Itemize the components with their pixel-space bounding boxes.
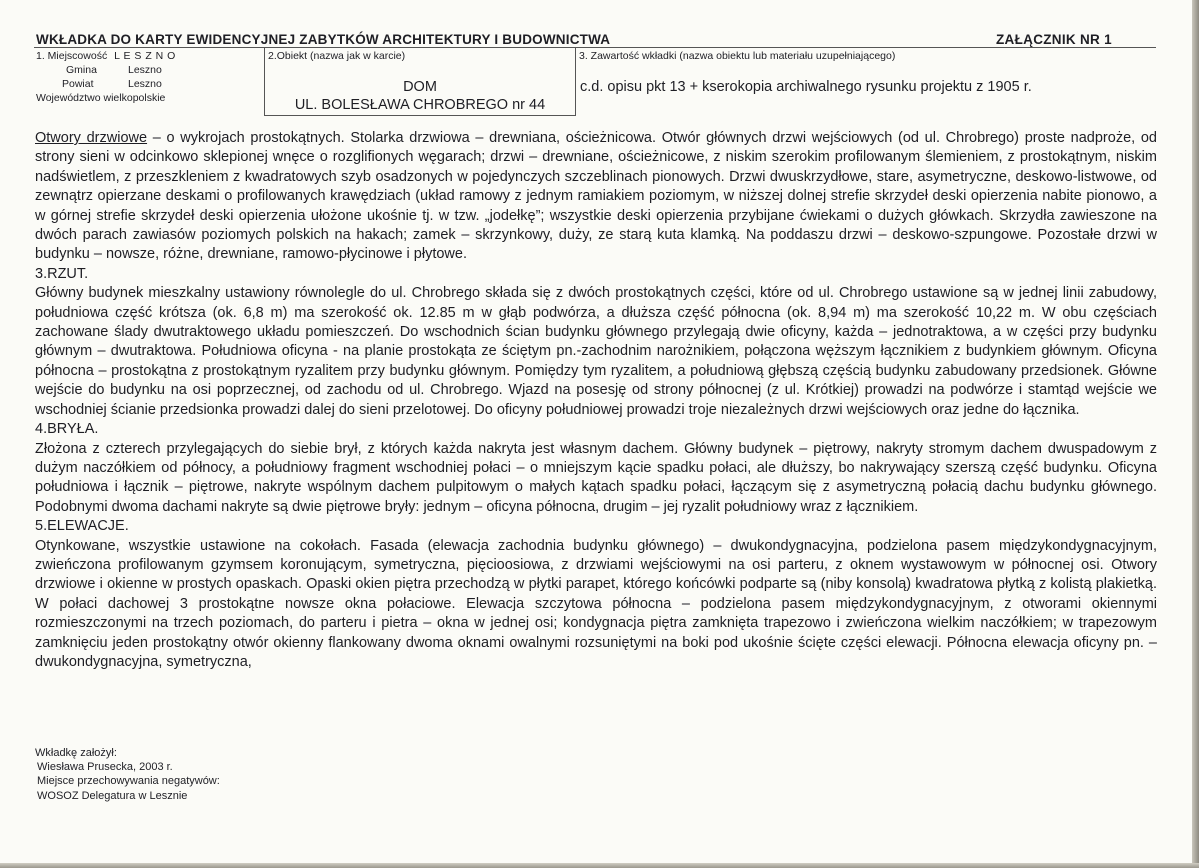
section-plan-heading: 3.RZUT. (35, 265, 89, 282)
section-elevations-text: Otynkowane, wszystkie ustawione na cokołach. Fasada (elewacja zachodnia budynku głównego) – dwukondygnacyjna, podzielona pasem międzykondygnacyjnym, zwieńczona profilowanym gzymsem koronującym, symetryczna, pięcioosiowa, z drzwiami wejściowymi na osi parteru, z oknem wystawowym w północnej osi. Otwory drzwiowe i okienne w prostych opaskach. Opaski okien piętra przechodzą w płytki parapet, którego końcówki podparte są (niby konsolą) kwadratowa płytką z kolistą plakietką. W połaci dachowej 3 prostokątne nowsze okna połaciowe. Elewacja szczytowa północna – podzielona pasem międzykondygnacyjnym, z otworami okiennymi rozmieszczonymi na trzech poziomach, do parteru i pietra – okna w jednej osi; kondygnacja piętra zamknięta trapezowo i zwieńczona wielkim naczółkiem; w trapezowym zamknięciu jeden prostokątny otwór okienny flankowany dwoma oknami owalnymi rozsuniętymi na boki pod ukośnie ścięte części elewacji. Północna elewacja oficyny pn. – dwukondygnacyjna, symetryczna, (35, 537, 1157, 670)
founded-value: Wiesława Prusecka, 2003 r. (37, 761, 173, 774)
wojewodztwo-value: wielkopolskie (103, 92, 166, 104)
gmina-label: Gmina (66, 64, 97, 76)
founded-label: Wkładkę założył: (35, 747, 117, 759)
object-label: 2.Obiekt (nazwa jak w karcie) (268, 50, 406, 62)
contents-value: c.d. opisu pkt 13 + kserokopia archiwalnego rysunku projektu z 1905 r. (580, 79, 1032, 95)
location-row (36, 50, 176, 63)
metadata-bottom-rule (264, 115, 576, 116)
section-massing-text: Złożona z czterech przylegających do siebie brył, z których każda nakryta jest własnym dachem. Główny budynek – piętrowy, nakryty stromym dachem dwuspadowym z dużym naczółkiem od północy, a południowy fragment wschodniej połaci – o mniejszym kącie spadku połaci, ale dłuższy, bo nakrywający szerszą część budynku. Oficyna południowa i łącznik – piętrowe, nakryte wspólnym dachem pulpitowym o małych kątach spadku połaci, łączącym się z asymetryczną połacią dachu budynku głównego. Podobnymi dwoma dachami nakryte są dwie piętrowe bryły: jednym – oficyna północna, drugim – jej ryzalit południowy wraz z łącznikiem. (35, 440, 1157, 515)
gmina-value: Leszno (128, 64, 162, 76)
powiat-label: Powiat (62, 78, 94, 90)
location-value: L E S Z N O (114, 50, 176, 62)
section-massing-heading: 4.BRYŁA. (35, 421, 99, 438)
footer (35, 746, 220, 803)
scan-edge-bottom (0, 863, 1199, 868)
scan-edge-right (1192, 0, 1199, 868)
form-title: WKŁADKA DO KARTY EWIDENCYJNEJ ZABYTKÓW ARCHITEKTURY I BUDOWNICTWA (36, 32, 611, 47)
negatives-label: Miejsce przechowywania negatywów: (37, 775, 220, 788)
doors-text: – o wykrojach prostokątnych. Stolarka drzwiowa – drewniana, ościeżnicowa. Otwór głównych drzwi wejściowych (od ul. Chrobrego) proste nadproże, od strony sieni w odcinkowo sklepionej wnęce o rozglifionych węgarach; drzwi – drewniane, ościeżnicowe, z niskim szerokim profilowanym ślemieniem, z prostokątnym, niskim nadświetlem, z przeszkleniem z kwadratowych szyb osadzonych w pojedynczych szczeblinach pionowych. Drzwi dwuskrzydłowe, stare, asymetryczne, deskowo-listwowe, od zewnątrz opierzane deskami o profilowanych krawędziach (układ ramowy z jednym ramiakiem poziomym, w niższej dolnej strefie skrzydeł deski opierzenia nabite pionowo, a w górnej strefie skrzydeł deski opierzenia ułożone ukośnie tj. w tzw. „jodełkę”; wszystkie deski opierzenia przybijane ćwiekami o dużych główkach. Skrzydła zawieszone na dwóch parach zawiasów poziomych polskich na hakach; zamek – skrzynkowy, duży, ze starą kuta klamką. Na poddaszu drzwi – deskowo-szpungowe. Pozostałe drzwi w budynku – nowsze, różne, drewniane, ramowo-płycinowe i płytowe. (35, 130, 1157, 263)
section-plan-text: Główny budynek mieszkalny ustawiony równolegle do ul. Chrobrego składa się z dwóch prostokątnych części, które od ul. Chrobrego ustawione są w jednej linii zabudowy, południowa część krótsza (ok. 6,8 m) ma szerokość ok. 12.85 m w głąb podwórza, a dłuższa część północna (ok. 8,94 m) ma szerokość 10,22 m. W obu częściach zachowane ślady dwutraktowego układu pomieszczeń. Do wschodnich ścian budynku głównego przylegają dwie oficyny, każda – jednotraktowa, a w części przy budynku głównym – dwutraktowa. Południowa oficyna - na planie prostokąta ze ściętym pn.-zachodnim narożnikiem, połączona węższym łącznikiem z budynkiem głównym. Oficyna północna – prostokątna z prostokątnym ryzalitem przy budynku głównym. Pomiędzy tym ryzalitem, a południową głębszą częścią budynku zabudowany przedsionek. Główne wejście do budynku na osi poprzecznej, od zachodu od ul. Chrobrego. Wjazd na posesję od strony północnej (z ul. Krótkiej) prowadzi na podwórze i stamtąd wejście we wschodniej ścianie przedsionka prowadzi dalej do sieni przelotowej. Do oficyny południowej prowadzi troje niezależnych drzwi wejściowych oraz jedne do łącznika. (35, 285, 1157, 418)
negatives-value: WOSOZ Delegatura w Lesznie (37, 789, 188, 802)
column-divider-2 (575, 47, 576, 115)
annex-number: ZAŁĄCZNIK NR 1 (996, 32, 1112, 47)
header-rule (34, 47, 1156, 48)
contents-label: 3. Zawartość wkładki (nazwa obiektu lub materiału uzupełniającego) (579, 50, 896, 62)
object-name: DOM (403, 79, 437, 95)
object-address: UL. BOLESŁAWA CHROBREGO nr 44 (294, 97, 546, 113)
doors-heading: Otwory drzwiowe (35, 130, 148, 146)
section-elevations-heading: 5.ELEWACJE. (35, 518, 129, 535)
doors-paragraph (35, 129, 1157, 265)
powiat-value: Leszno (128, 78, 162, 90)
wojewodztwo-row (36, 92, 165, 105)
description-body (35, 129, 1157, 672)
wojewodztwo-label: Województwo (36, 92, 101, 104)
location-label: 1. Miejscowość (36, 50, 108, 62)
